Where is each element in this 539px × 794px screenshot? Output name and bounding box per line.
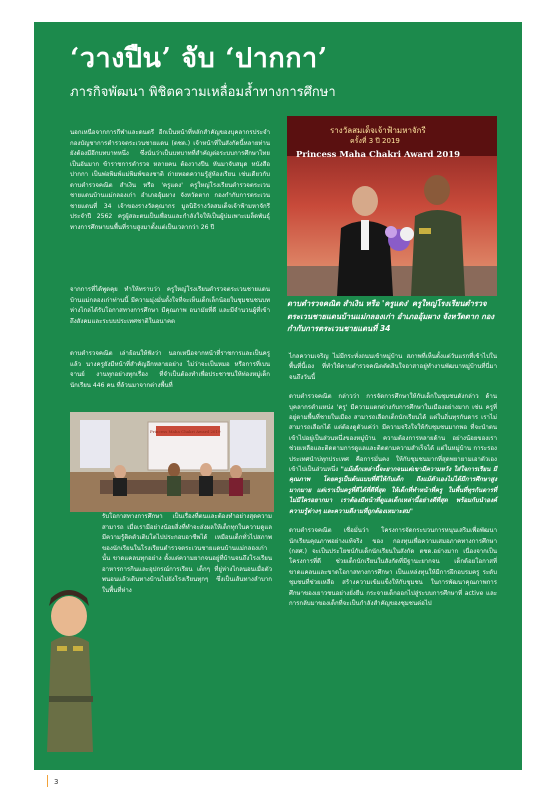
right-paragraph-1 — [289, 352, 497, 383]
page-number-accent — [47, 775, 48, 787]
photo-banner-english: Princess Maha Chakri Award 2019 — [296, 150, 461, 160]
photo-banner-thai: รางวัลสมเด็จเจ้าฟ้ามหาจักรี — [330, 126, 426, 135]
officer-illustration — [35, 512, 95, 760]
right-paragraph-2 — [289, 392, 497, 517]
left-paragraph-1: นอกเหนือจากการกีฬาและดนตรี อีกเป็นหน้าที่หลักสำคัญของบุคลากรประจำกองบัญชาการตำรวจตระเวนชายแดน (ตชด.) เจ้าหน้าที่ในสังกัดนี้หลายท่านยังต้องมีอีกบทบาทหนึ่ง ซึ่งนั่นว่าเป็นบทบาทที่สำคัญต่อระบบการศึกษาไทยเป็นอันมาก ข้าราชการตำรวจ หลายคน ต้องวางปืน หันมาจับสมุด หนังสือ ปากกา เป็นพ่อพิมพ์แม่พิมพ์ของชาติ ถ่ายทอดความรู้สู่ห้องเรียน เช่นเดียวกับ ดาบตำรวจคณิต สำเงิน หรือ 'ครูแดง' ครูใหญ่โรงเรียนตำรวจตระเวนชายแดนบ้านแม่กลองเก่า อำเภออุ้มผาง จังหวัดตาก กองกำกับการตระเวนชายแดนที่ 34 เจ้าของรางวัลคุณากร มูลนิธิรางวัลสมเด็จเจ้าฟ้ามหาจักรี ประจำปี 2562 ครูผู้สละตนเป็นเพื่อนและกำลังใจให้เป็นผู้บ่มเพาะเมล็ดพันธุ์ทางการศึกษาบนพื้นที่ราบสูงมาตั้งแต่เป็นเวลากว่า 26 ปี — [70, 129, 270, 231]
right-paragraph-2-quote: "แม้เด็กเหล่านี้จะยากจนแต่เขามีความหวัง ใส่ใจการเรียน มีคุณภาพ โดยครูเป็นต้นแบบที่ดีให้กับเด็ก ถึงแม้ตัวเองไม่ได้มีการศึกษาสูงมากมาย แต่เราเป็นครูที่ดีได้ที่ดีที่สุด ให้เด็กที่ทำหน้าที่ครู ในพื้นที่ทุรกันดารที่ไม่มีใครอยากมา เราต้องมีหน้าที่ดูแลเด็กเหล่านี้อย่างดีที่สุด พร้อมกับนำองค์ความรู้ต่างๆ และความดีงามที่ถูกต้องเหมาะสม" — [289, 466, 497, 515]
right-paragraph-3-text: ดาบตำรวจคณิต เชื่อมั่นว่า โครงการจัดกระบวนการหนุนเสริมเพื่อพัฒนานักเรียนคุณภาพอย่างแท้จริง ของ กองทุนเพื่อความเสมอภาคทางการศึกษา (กสศ.) จะเป็นประโยชน์กับเด็กนักเรียนในสังกัด ตชด.อย่างมาก เนื่องจากเป็นโครงการที่ดี ช่วยเด็กนักเรียนในสังกัดที่มีฐานะยากจน เด็กด้อยโอกาสที่ขาดแคลนและขาดโอกาสทางการศึกษา เป็นแหล่งทุนให้มีการฝึกอบรมครู ระดับชุมชนที่ช่วยเหลือ สร้างความเข้มแข็งให้กับชุมชน ในการพัฒนาคุณภาพการศึกษาของเยาวชนอย่างยั่งยืน กระจายเด็กออกไปสู่ระบบการศึกษาที่ active และการกลับมาของเด็กที่จะเป็นกำลังสำคัญของชุมชนต่อไป — [289, 527, 497, 607]
photo-banner-year: ครั้งที่ 3 ปี 2019 — [350, 137, 400, 145]
lower-left-paragraph: รับโอกาสทางการศึกษา เป็นเรื่องที่ตนและต้องทำอย่างสุดความสามารถ เมื่อเรามีอย่างน้อยสิ่งที่ทำจะส่งผลให้เด็กทุกในความดูแล มีความรู้ติดตัวเติบโตไปประกอบอาชีพได้ เหมือนเด็กทั่วไปสภาพของนักเรียนในโรงเรียนตำรวจตระเวนชายแดนบ้านแม่กลองเก่านั้น ขาดแคลนทุกอย่าง ตั้งแต่ความยากจนอยู่ที่บ้านจนถึงโรงเรียน อาหารการกินและอุปกรณ์การเรียน เด็กๆ ที่ยู่ห่างไกลนอนเมื่อตัวพนอนแล้วเดินทางบ้านไปยังโรงเรียนทุกๆ ซึ่งเป็นเส้นทางลำบากในพื้นที่ห่าง — [102, 513, 272, 594]
page-subtitle: ภารกิจพัฒนา พิชิตความเหลื่อมล้ำทางการศึกษา — [70, 85, 336, 100]
page-number: 3 — [54, 778, 59, 786]
right-column — [289, 352, 497, 618]
meeting-room-photo — [70, 412, 274, 512]
left-paragraph-2: จากการที่ได้พูดคุย ทำให้ทราบว่า ครูใหญ่โรงเรียนตำรวจตระเวนชายแดนบ้านแม่กลองเก่าท่านนี้ มีความมุ่งมั่นตั้งใจที่จะเห็นเด็กเล็กน้อยในชุมชนชนบทห่างไกลได้รับโอกาสทางการศึกษา มีคุณภาพ อนามัยที่ดี และมีจำนวนผู้ที่เข้าถึงสังคมและระบบประเทศชาติในอนาคต — [70, 286, 270, 325]
page-title: ‘วางปืน’ จับ ‘ปากกา’ — [70, 43, 328, 74]
photo-caption: ดาบตำรวจคณิต สำเงิน หรือ 'ครูแดง' ครูใหญ่โรงเรียนตำรวจตระเวนชายแดนบ้านแม่กลองเก่า อำเภออุ้มผาง จังหวัดตาก กองกำกับการตระเวนชายแดนที่ 34 — [287, 299, 495, 333]
right-paragraph-1-text: ไกลความเจริญ ไม่มีกระทั่งถนนเข้าหมู่บ้าน สภาพที่เห็นตั้งแต่วันแรกที่เข้าไปในพื้นที่นี้เอง ที่ทำให้ดาบตำรวจคณิตตัดสินใจอาสาอยู่ทำงานพัฒนาหมู่บ้านที่นี่มาจนถึงวันนี้ — [289, 353, 497, 381]
left-paragraph-3: ดาบตำรวจคณิต เล่าย้อนให้ฟังว่า นอกเหนือจากหน้าที่ราชการและเป็นครูแล้ว นางครูยังมีหน้าที่สำคัญอีกหลายอย่าง ไม่ว่าจะเป็นหมอ หรือการที่เบนจานย์ งานทุกอย่างทุกเรื่อง ที่จำเป็นต้องทำเพื่อประชาชนให้ท่องหมู่เด็กนักเรียน 446 คน ที่ล้วนมาจากต่างพื้นที่ — [70, 350, 270, 389]
meeting-screen-text: Princess Maha Chakri Award 2019 — [150, 429, 221, 434]
right-paragraph-2-text: ดาบตำรวจคณิต กล่าวว่า การจัดการศึกษาให้กับเด็กในชุมชนดังกล่าว ด้านบุคลากรตำแหน่ง 'ครู' มีความแตกต่างกับการศึกษาในเมืองอย่างมาก เช่น ครูที่อยู่ตามพื้นที่ชายในเมือง สามารถเลือกเด็กนักเรียนได้ แต่ในถิ่นทุรกันดาร เราไม่สามารถเลือกได้ แต่ต้องดูตัวแค่ว่า มีความจริงใจให้กับชุมชนมากพอ ที่จะนำตนเข้าไปอยู่เป็นส่วนหนึ่งของหมู่บ้าน ความต้องการหลายด้าน อย่างน้อยของเราช่วยเหลือและติดตามการดูแลและติดตามความสำเร็จได้ แต่ในหมู่บ้าน การะรองประเทศนำบ่ทุกประเทศ คือการมั่นคง ให้กับชุมชนมากที่สุดพยายามเอาตัวเองเข้าไปเป็นส่วนหนึ่ง — [289, 393, 497, 474]
right-paragraph-3 — [289, 526, 497, 609]
